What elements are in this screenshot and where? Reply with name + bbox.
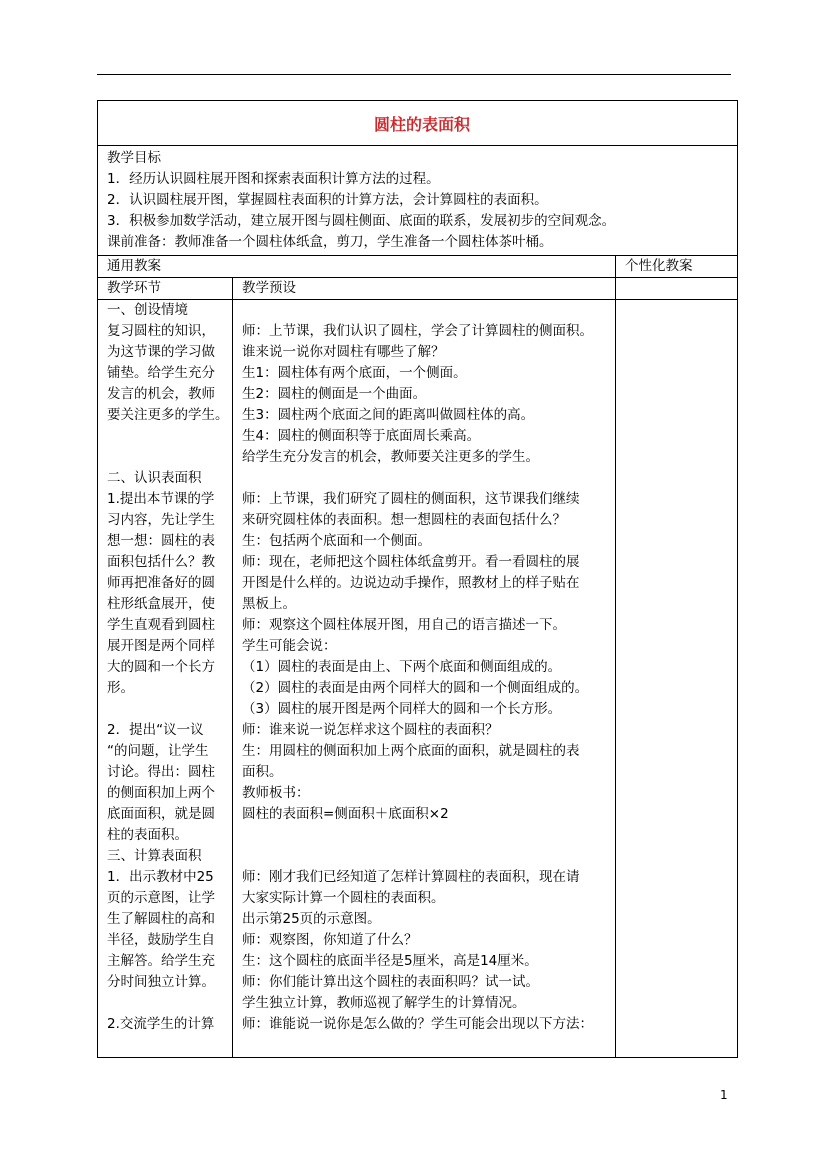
stage-line: [107, 993, 232, 1014]
plan-line: （3）圆柱的展开图是两个同样大的圆和一个长方形。: [242, 701, 562, 717]
plan-line: [242, 825, 615, 846]
objective-line: 1．经历认识圆柱展开图和探索表面积计算方法的过程。: [107, 171, 440, 187]
personal-column: [616, 300, 738, 1058]
plan-line: 生3：圆柱两个底面之间的距离叫做圆柱体的高。: [242, 407, 535, 423]
stage-line: 师再把准备好的圆: [107, 575, 215, 591]
plan-line: 黑板上。: [242, 596, 296, 612]
stage-line: 分时间独立计算。: [107, 974, 215, 990]
stage-line: 主解答。给学生充: [107, 953, 215, 969]
stage-line: 为这节课的学习做: [107, 344, 215, 360]
general-plan-header: 通用教案: [98, 256, 616, 278]
plan-line: [242, 300, 615, 321]
plan-line: 教师板书：: [242, 785, 310, 801]
plan-line: 开图是什么样的。边说边动手操作，照教材上的样子贴在: [242, 575, 580, 591]
plan-line: 出示第25页的示意图。: [242, 911, 381, 927]
stage-line: 想一想：圆柱的表: [107, 533, 215, 549]
stage-line: 讨论。得出：圆柱: [107, 764, 215, 780]
stage-line: 学生直观看到圆柱: [107, 617, 215, 633]
stage-line: 底面面积，就是圆: [107, 806, 215, 822]
plan-column: [233, 300, 616, 1058]
stage-line: 三、计算表面积: [107, 848, 202, 864]
plan-line: 大家实际计算一个圆柱的表面积。: [242, 890, 445, 906]
plan-line: 生4：圆柱的侧面积等于底面周长乘高。: [242, 428, 481, 444]
plan-line: [242, 846, 615, 867]
stage-line: “的问题，让学生: [107, 743, 209, 759]
stage-line: 大的圆和一个长方: [107, 659, 215, 675]
stage-line: 形。: [107, 680, 134, 696]
stage-line: 展开图是两个同样: [107, 638, 215, 654]
plan-line: 师：现在，老师把这个圆柱体纸盒剪开。看一看圆柱的展: [242, 554, 580, 570]
plan-line: 师：观察这个圆柱体展开图，用自己的语言描述一下。: [242, 617, 566, 633]
plan-line: 生1：圆柱体有两个底面，一个侧面。: [242, 365, 467, 381]
lesson-plan-table: [97, 100, 738, 1058]
stage-line: 铺垫。给学生充分: [107, 365, 215, 381]
stage-line: 发言的机会，教师: [107, 386, 215, 402]
stage-line: 面积包括什么？教: [107, 554, 215, 570]
plan-line: （1）圆柱的表面是由上、下两个底面和侧面组成的。: [242, 659, 562, 675]
stage-lines: [107, 300, 232, 1035]
plan-line: [242, 468, 615, 489]
plan-line: 面积。: [242, 764, 283, 780]
stage-line: [107, 447, 232, 468]
stage-line: 页的示意图，让学: [107, 890, 215, 906]
title-cell: [98, 101, 738, 146]
stage-line: 1．出示教材中25: [107, 869, 214, 885]
plan-line: （2）圆柱的表面是由两个同样大的圆和一个侧面组成的。: [242, 680, 589, 696]
objectives-heading: 教学目标: [107, 150, 161, 166]
stage-line: 习内容，先让学生: [107, 512, 215, 528]
stage-line: 2．提出“议一议: [107, 722, 204, 738]
plan-line: 学生可能会说：: [242, 638, 337, 654]
plan-lines: [242, 300, 615, 1035]
stage-line: 复习圆柱的知识，: [107, 323, 215, 339]
stage-line: 二、认识表面积: [107, 470, 202, 486]
plan-line: 圆柱的表面积=侧面积＋底面积×2: [242, 806, 449, 822]
plan-line: 师：刚才我们已经知道了怎样计算圆柱的表面积，现在请: [242, 869, 580, 885]
page-number: 1: [720, 1088, 728, 1102]
plan-line: 生2：圆柱的侧面是一个曲面。: [242, 386, 427, 402]
stage-line: 的侧面积加上两个: [107, 785, 215, 801]
personal-plan-header: 个性化教案: [616, 256, 738, 278]
plan-line: 生：用圆柱的侧面积加上两个底面的面积，就是圆柱的表: [242, 743, 580, 759]
page-title: 圆柱的表面积: [374, 114, 471, 134]
plan-line: 师：谁来说一说怎样求这个圆柱的表面积？: [242, 722, 499, 738]
plan-line: 来研究圆柱体的表面积。想一想圆柱的表面包括什么？: [242, 512, 566, 528]
plan-line: 师：上节课，我们研究了圆柱的侧面积，这节课我们继续: [242, 491, 580, 507]
stage-line: 1.提出本节课的学: [107, 491, 215, 507]
plan-line: 生：包括两个底面和一个侧面。: [242, 533, 431, 549]
stage-line: 要关注更多的学生。: [107, 407, 229, 423]
plan-line: 给学生充分发言的机会，教师要关注更多的学生。: [242, 449, 539, 465]
stage-line: 2.交流学生的计算: [107, 1016, 215, 1032]
plan-line: 学生独立计算，教师巡视了解学生的计算情况。: [242, 995, 526, 1011]
stage-column: [98, 300, 233, 1058]
objectives-cell: [98, 146, 738, 256]
objective-line: 3．积极参加数学活动，建立展开图与圆柱侧面、底面的联系，发展初步的空间观念。: [107, 213, 616, 229]
stage-line: 半径，鼓励学生自: [107, 932, 215, 948]
stage-header: 教学环节: [98, 278, 233, 300]
stage-line: 生了解圆柱的高和: [107, 911, 215, 927]
stage-line: 柱形纸盒展开，使: [107, 596, 215, 612]
plan-line: 生：这个圆柱的底面半径是5厘米，高是14厘米。: [242, 953, 538, 969]
stage-line: [107, 699, 232, 720]
plan-line: 师：观察图，你知道了什么？: [242, 932, 418, 948]
stage-line: [107, 426, 232, 447]
stage-line: 柱的表面积。: [107, 827, 188, 843]
stage-line: 一、创设情境: [107, 302, 188, 318]
plan-line: 谁来说一说你对圆柱有哪些了解？: [242, 344, 445, 360]
objective-line: 2．认识圆柱展开图，掌握圆柱表面积的计算方法，会计算圆柱的表面积。: [107, 192, 548, 208]
plan-header: 教学预设: [233, 278, 616, 300]
plan-line: 师：你们能计算出这个圆柱的表面积吗？试一试。: [242, 974, 539, 990]
plan-line: 师：谁能说一说你是怎么做的？学生可能会出现以下方法：: [242, 1016, 593, 1032]
preparation-line: 课前准备：教师准备一个圆柱体纸盒，剪刀，学生准备一个圆柱体茶叶桶。: [107, 234, 553, 250]
header-rule: [97, 74, 731, 75]
plan-line: 师：上节课，我们认识了圆柱，学会了计算圆柱的侧面积。: [242, 323, 593, 339]
personal-blank-header: [616, 278, 738, 300]
